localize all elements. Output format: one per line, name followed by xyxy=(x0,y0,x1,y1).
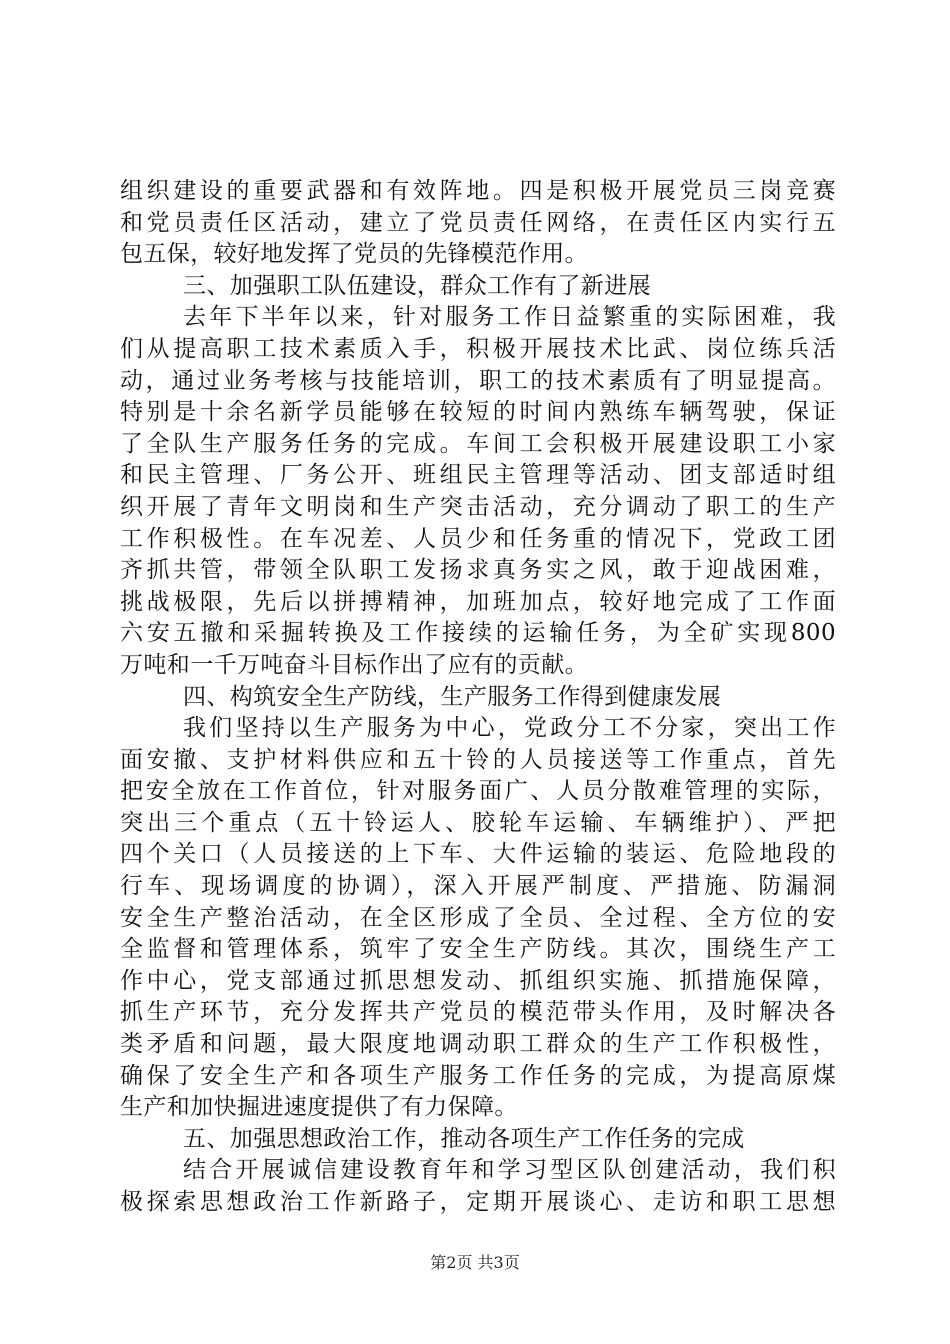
body-line: 六安五撤和采掘转换及工作接续的运输任务，为全矿实现800 xyxy=(120,620,836,647)
body-line: 安全生产整治活动，在全区形成了全员、全过程、全方位的安 xyxy=(120,904,836,931)
body-line: 面安撤、支护材料供应和五十铃的人员接送等工作重点，首先 xyxy=(120,746,836,773)
body-line: 极探索思想政治工作新路子，定期开展谈心、走访和职工思想 xyxy=(120,1189,836,1215)
body-line: 织开展了青年文明岗和生产突击活动，充分调动了职工的生产 xyxy=(120,493,836,520)
body-line: 挑战极限，先后以拼搏精神，加班加点，较好地完成了工作面 xyxy=(120,588,836,615)
section-heading-4: 四、构筑安全生产防线，生产服务工作得到健康发展 xyxy=(183,683,722,710)
body-line: 结合开展诚信建设教育年和学习型区队创建活动，我们积 xyxy=(183,1157,836,1184)
body-line: 行车、现场调度的协调），深入开展严制度、严措施、防漏洞 xyxy=(120,873,836,900)
body-line: 动，通过业务考核与技能培训，职工的技术素质有了明显提高。 xyxy=(120,367,836,394)
body-line: 四个关口（人员接送的上下车、大件运输的装运、危险地段的 xyxy=(120,841,836,868)
body-line: 和党员责任区活动，建立了党员责任网络，在责任区内实行五 xyxy=(120,209,836,236)
body-line: 了全队生产服务任务的完成。车间工会积极开展建设职工小家 xyxy=(120,430,836,457)
body-line: 确保了安全生产和各项生产服务工作任务的完成，为提高原煤 xyxy=(120,1062,836,1089)
section-heading-3: 三、加强职工队伍建设，群众工作有了新进展 xyxy=(183,272,651,299)
body-line: 组织建设的重要武器和有效阵地。四是积极开展党员三岗竞赛 xyxy=(120,178,836,204)
body-line: 作中心，党支部通过抓思想发动、抓组织实施、抓措施保障， xyxy=(120,967,836,994)
body-line: 工作积极性。在车况差、人员少和任务重的情况下，党政工团 xyxy=(120,525,836,552)
body-line: 万吨和一千万吨奋斗目标作出了应有的贡献。 xyxy=(120,651,588,678)
body-line: 突出三个重点（五十铃运人、胶轮车运输、车辆维护）、严把 xyxy=(120,809,836,836)
body-line: 把安全放在工作首位，针对服务面广、人员分散难管理的实际， xyxy=(120,778,836,805)
section-heading-5: 五、加强思想政治工作，推动各项生产工作任务的完成 xyxy=(183,1125,745,1152)
body-line: 们从提高职工技术素质入手，积极开展技术比武、岗位练兵活 xyxy=(120,335,836,362)
page-number-footer: 第2页 共3页 xyxy=(430,1253,520,1272)
body-line: 齐抓共管，带领全队职工发扬求真务实之风，敢于迎战困难， xyxy=(120,557,836,584)
body-line: 和民主管理、厂务公开、班组民主管理等活动、团支部适时组 xyxy=(120,462,836,489)
body-line: 全监督和管理体系，筑牢了安全生产防线。其次，围绕生产工 xyxy=(120,936,836,963)
body-line: 类矛盾和问题，最大限度地调动职工群众的生产工作积极性， xyxy=(120,1031,836,1058)
body-line: 去年下半年以来，针对服务工作日益繁重的实际困难，我 xyxy=(183,304,836,331)
body-line: 我们坚持以生产服务为中心，党政分工不分家，突出工作 xyxy=(183,715,836,742)
document-body xyxy=(120,176,836,1219)
body-line: 生产和加快掘进速度提供了有力保障。 xyxy=(120,1094,518,1121)
body-line: 包五保，较好地发挥了党员的先锋模范作用。 xyxy=(120,241,588,268)
body-line: 抓生产环节，充分发挥共产党员的模范带头作用，及时解决各 xyxy=(120,999,836,1026)
body-line: 特别是十余名新学员能够在较短的时间内熟练车辆驾驶，保证 xyxy=(120,399,836,426)
